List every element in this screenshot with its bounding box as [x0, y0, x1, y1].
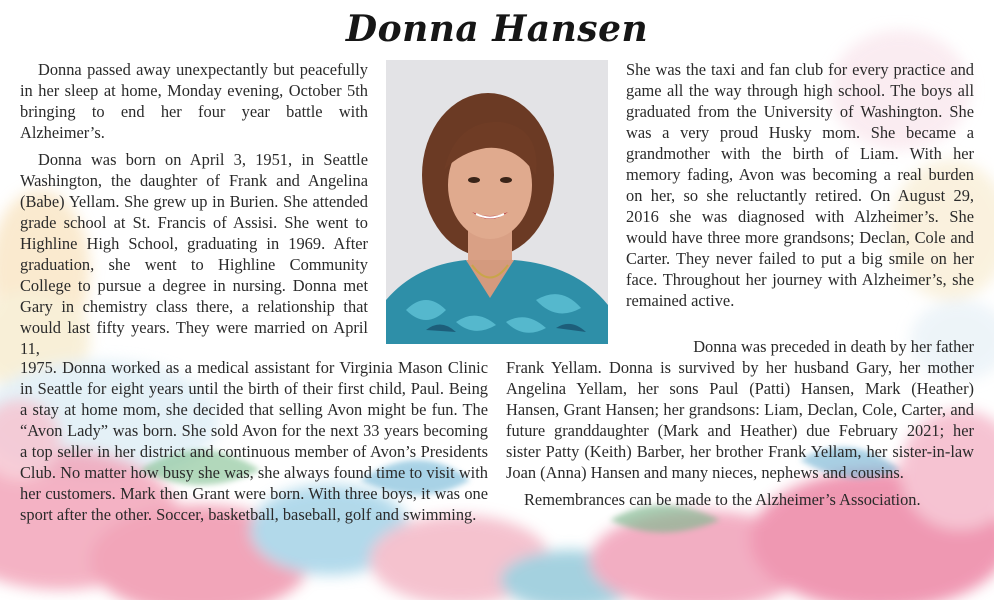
- paragraph-passing: Donna passed away unexpectantly but peacefully in her sleep at home, Monday evening, October 5th bringing to end her four year battle with Alzheimer’s.: [20, 60, 368, 142]
- paragraph-life-story: Donna was born on April 3, 1951, in Seattle Washington, the daughter of Frank and Angelina (Babe) Yellam. She grew up in Burien. She attended grade school at St. Francis of Assisi. She went to Highline High School, graduating in 1969. After graduation, she went to Highline Community College to pursue a degree in nursing. Donna met Gary in chemistry class there, a relationship that would last fifty years. They were married on April 11,: [20, 150, 368, 358]
- paragraph-survivors: Frank Yellam. Donna is survived by her husband Gary, her mother Angelina Yellam, her sons Paul (Patti) Hansen, Mark (Heather) Hansen, Grant Hansen; her grandsons: Liam, Declan, Cole, Carter, and future granddaughter (Mark and Heather) due February 2021; her sister Patty (Keith) Barber, her brother Frank Yellam, her sister-in-law Joan (Anna) Hansen and many nieces, nephews and cousins.: [506, 358, 974, 482]
- portrait-image: [386, 60, 608, 344]
- column-right: [626, 59, 974, 311]
- paragraph-remembrances: Remembrances can be made to the Alzheimer’s Association.: [524, 490, 921, 509]
- paragraph-survivors-intro: Donna was preceded in death by her father: [693, 337, 974, 356]
- column-left: [20, 59, 368, 359]
- column-left-continued: [20, 357, 488, 525]
- column-right-continued: [506, 336, 974, 510]
- paragraph-career: 1975. Donna worked as a medical assistant for Virginia Mason Clinic in Seattle for eight years until the birth of their first child, Paul. Being a stay at home mom, she decided that selling Avon might be fun. The “Avon Lady” was born. She sold Avon for the next 33 years becoming a top seller in her district and continuous member of Avon’s Presidents Club. No matter how busy she was, she always found time to visit with her customers. Mark then Grant were born. With three boys, it was one sport after the other. Soccer, basketball, baseball, golf and swimming.: [20, 358, 488, 524]
- obituary-title: Donna Hansen: [345, 8, 649, 50]
- paragraph-family-life: She was the taxi and fan club for every practice and game all the way through high school. The boys all graduated from the University of Washington. She was a very proud Husky mom. She became a grandmother with the birth of Liam. With her memory fading, Avon was becoming a real burden on her, so she reluctantly retired. On August 29, 2016 she was diagnosed with Alzheimer’s. She would have three more grandsons; Declan, Cole and Carter. They never failed to put a big smile on her face. Throughout her journey with Alzheimer’s, she remained active.: [626, 60, 974, 310]
- portrait-photo: [386, 60, 608, 344]
